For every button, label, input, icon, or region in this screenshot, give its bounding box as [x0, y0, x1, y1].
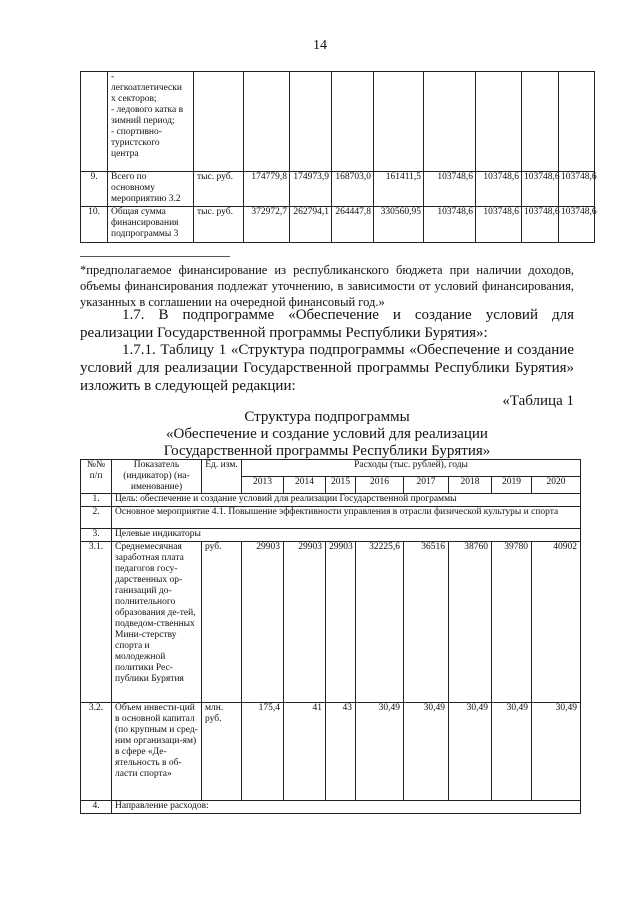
table-row: [81, 703, 581, 801]
continuation-cell: - легкоатлетически х секторов; - ледового катка в зимний период; - спортивно- туристского центра: [108, 72, 194, 172]
value-cell: 103748,6: [522, 207, 559, 243]
structure-table: [80, 459, 581, 814]
row-unit: тыс. руб.: [194, 172, 244, 207]
value-cell: 103748,6: [476, 207, 522, 243]
value-cell: 372972,7: [244, 207, 290, 243]
header-num: №№ п/п: [81, 460, 112, 494]
value-cell: 29903: [326, 542, 356, 703]
value-cell: 175,4: [242, 703, 284, 801]
measure-text: Основное мероприятие 4.1. Повышение эффективности управления в отрасли физической культуры и спорта: [112, 507, 581, 529]
row-number: 3.: [81, 529, 112, 542]
table-reference: «Таблица 1: [502, 393, 574, 409]
row-number: 2.: [81, 507, 112, 529]
indicators-text: Целевые индикаторы: [112, 529, 581, 542]
year-cell: 2014: [284, 477, 326, 494]
value-cell: 43: [326, 703, 356, 801]
value-cell: 174973,9: [290, 172, 332, 207]
row-unit: тыс. руб.: [194, 207, 244, 243]
value-cell: 264447,8: [332, 207, 374, 243]
value-cell: 36516: [404, 542, 449, 703]
value-cell: 161411,5: [374, 172, 424, 207]
table-row: [81, 542, 581, 703]
value-cell: 30,49: [404, 703, 449, 801]
value-cell: 103748,6: [424, 172, 476, 207]
header-indicator: Показатель (индикатор) (на-именование): [112, 460, 202, 494]
value-cell: 39780: [492, 542, 532, 703]
row-unit: руб.: [202, 542, 242, 703]
value-cell: 30,49: [532, 703, 581, 801]
row-label: Всего по основному мероприятию 3.2: [108, 172, 194, 207]
header-expenses: Расходы (тыс. рублей), годы: [242, 460, 581, 477]
financing-table-continuation: [80, 71, 595, 243]
table-cell: [81, 72, 108, 172]
year-cell: 2017: [404, 477, 449, 494]
row-unit: млн. руб.: [202, 703, 242, 801]
goal-text: Цель: обеспечение и создание условий для реализации Государственной программы: [112, 494, 581, 507]
value-cell: 262794,1: [290, 207, 332, 243]
value-cell: 30,49: [492, 703, 532, 801]
row-label: Общая сумма финансирования подпрограммы 3: [108, 207, 194, 243]
year-cell: 2020: [532, 477, 581, 494]
header-unit: Ед. изм.: [202, 460, 242, 494]
value-cell: 30,49: [356, 703, 404, 801]
table-row: [81, 529, 581, 542]
table-row: [81, 72, 595, 172]
table-row: [81, 172, 595, 207]
row-label: Среднемесячная заработная плата педагогов госу-дарственных ор-ганизаций до-полнительного образования де-тей, подведом-ственных Мини-стерству спорта и молодежной политики Рес-публики Бурятия: [112, 542, 202, 703]
year-cell: 2018: [449, 477, 492, 494]
title-line: «Обеспечение и создание условий для реализации: [166, 426, 488, 442]
table-row: [81, 494, 581, 507]
row-number: 3.2.: [81, 703, 112, 801]
row-number: 9.: [81, 172, 108, 207]
value-cell: 38760: [449, 542, 492, 703]
value-cell: 174779,8: [244, 172, 290, 207]
value-cell: 40902: [532, 542, 581, 703]
year-cell: 2013: [242, 477, 284, 494]
header-row: [81, 460, 581, 477]
value-cell: 32225,6: [356, 542, 404, 703]
row-label: Объем инвести-ций в основной капитал (по крупным и сред-ним организаци-ям) в сфере «Де-ятельность в об-ласти спорта»: [112, 703, 202, 801]
value-cell: 168703,0: [332, 172, 374, 207]
title-line: Государственной программы Республики Бурятия»: [163, 443, 491, 459]
row-number: 10.: [81, 207, 108, 243]
value-cell: 103748,6: [559, 172, 595, 207]
value-cell: 103748,6: [522, 172, 559, 207]
row-number: 1.: [81, 494, 112, 507]
row-number: 3.1.: [81, 542, 112, 703]
direction-text: Направление расходов:: [112, 801, 581, 814]
paragraph-1-7: 1.7. В подпрограмме «Обеспечение и создание условий для реализации Государственной программы Республики Бурятия»:: [80, 307, 574, 341]
value-cell: 41: [284, 703, 326, 801]
table-row: [81, 801, 581, 814]
page-number: 14: [313, 38, 327, 53]
value-cell: 30,49: [449, 703, 492, 801]
value-cell: 103748,6: [476, 172, 522, 207]
footnote-divider: [80, 256, 230, 257]
table-row: [81, 207, 595, 243]
value-cell: 103748,6: [424, 207, 476, 243]
row-number: 4.: [81, 801, 112, 814]
value-cell: 103748,6: [559, 207, 595, 243]
table-row: [81, 507, 581, 529]
value-cell: 330560,95: [374, 207, 424, 243]
value-cell: 29903: [284, 542, 326, 703]
paragraph-1-7-1: 1.7.1. Таблицу 1 «Структура подпрограммы «Обеспечение и создание условий для реализации Государственной программы Республики Бурятия» изложить в следующей редакции:: [80, 342, 574, 394]
year-cell: 2015: [326, 477, 356, 494]
value-cell: 29903: [242, 542, 284, 703]
table-title: [80, 409, 574, 460]
year-cell: 2019: [492, 477, 532, 494]
title-line: Структура подпрограммы: [244, 409, 410, 425]
year-cell: 2016: [356, 477, 404, 494]
footnote: *предполагаемое финансирование из республиканского бюджета при наличии доходов, объемы финансирования подлежат уточнению, в зависимости от условий финансирования, указанных в соглашении на очередной финансовый год.»: [80, 263, 574, 309]
